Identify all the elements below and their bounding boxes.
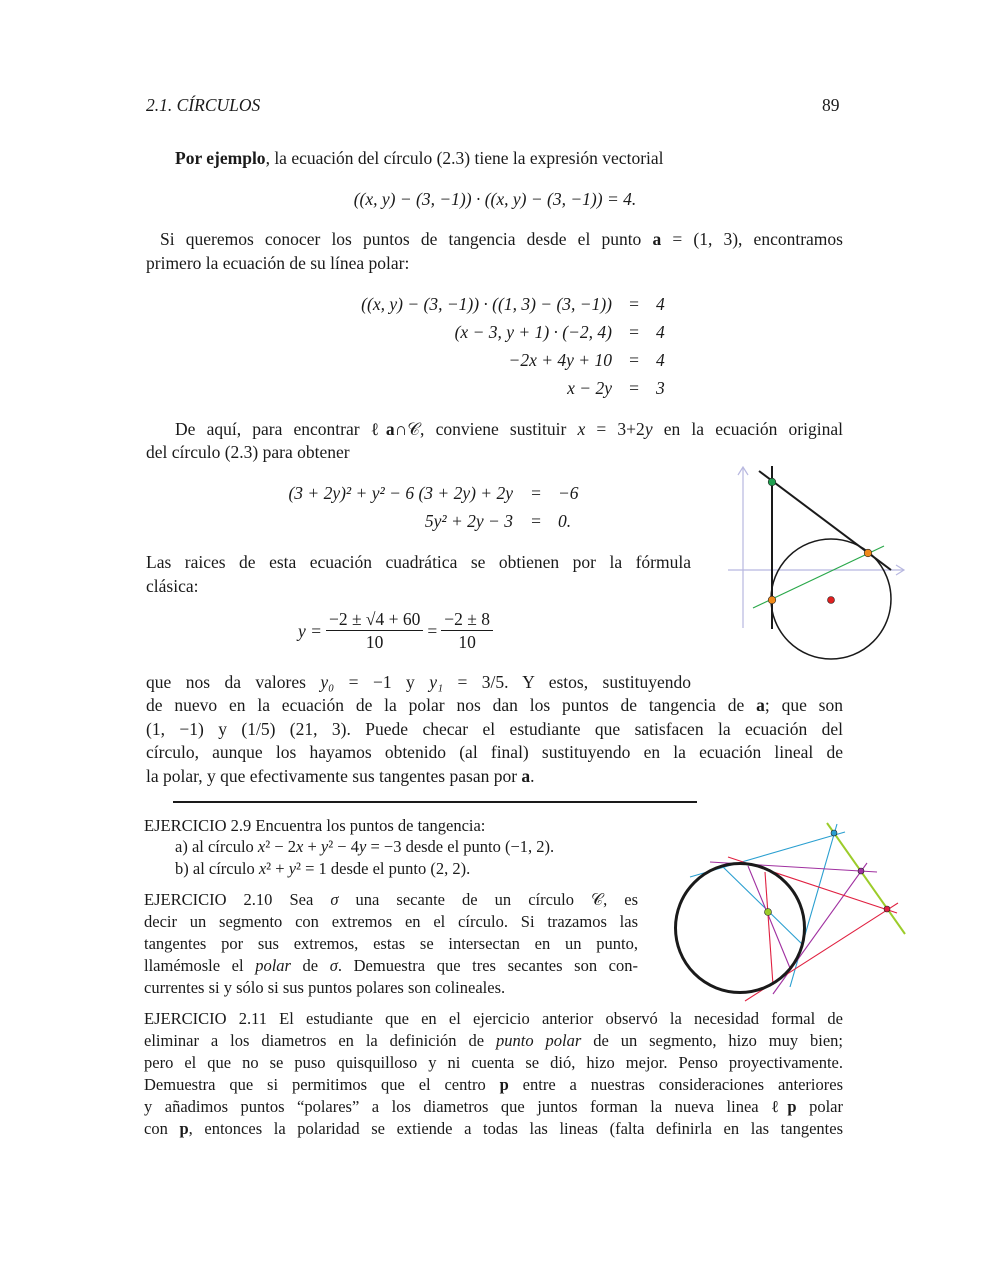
equation-lhs: (x − 3, y + 1) · (−2, 4) bbox=[454, 322, 612, 342]
text-segment: p bbox=[499, 1075, 509, 1094]
equation-lhs: −2x + 4y + 10 bbox=[508, 350, 612, 370]
fraction-1-denominator: 10 bbox=[365, 632, 384, 652]
text-segment: en la ecuación original bbox=[652, 419, 843, 439]
text-segment: círculo, aunque los hayamos obtenido (al final) sustituyendo en la ecuación lineal de bbox=[146, 742, 843, 762]
text-segment: a bbox=[385, 419, 395, 439]
text-segment: y bbox=[320, 837, 329, 856]
equation-rhs: 0. bbox=[558, 511, 572, 531]
text-segment: Si queremos conocer los puntos de tangencia desde el punto bbox=[160, 229, 653, 249]
text-segment: = 3+2 bbox=[585, 419, 645, 439]
equation-lhs: (3 + 2y)² + y² − 6 (3 + 2y) + 2y bbox=[288, 483, 513, 503]
text-segment: a bbox=[521, 766, 531, 786]
text-segment: σ bbox=[330, 890, 339, 909]
text-segment: x bbox=[258, 859, 267, 878]
text-segment: De aquí, para encontrar ℓ bbox=[175, 419, 386, 439]
equation-rhs: 4 bbox=[656, 350, 665, 370]
text-segment: , entonces la polaridad se extiende a todas las lineas (falta definirla en las tangentes bbox=[188, 1119, 843, 1138]
text-segment: EJERCICIO 2.10 Sea bbox=[144, 890, 331, 909]
text-segment: ∩𝒞, conviene sustituir bbox=[394, 419, 578, 439]
polar-point bbox=[884, 906, 890, 912]
text-segment: una secante de un círculo 𝒞, es bbox=[338, 890, 639, 909]
text-segment: que nos da valores bbox=[146, 672, 321, 692]
text-segment: x bbox=[257, 837, 266, 856]
polar-point bbox=[831, 830, 837, 836]
equation-rhs: −6 bbox=[558, 483, 579, 503]
text-segment: Por ejemplo bbox=[175, 148, 266, 168]
text-segment: . bbox=[530, 766, 535, 786]
quadratic-lhs: y = bbox=[298, 620, 322, 641]
text-segment: eliminar a los diametros en la definición de bbox=[144, 1031, 496, 1050]
text-segment: a bbox=[756, 695, 765, 715]
text-segment: polar bbox=[796, 1097, 843, 1116]
equation-relation: = bbox=[628, 350, 640, 370]
equation-relation: = bbox=[628, 378, 640, 398]
text-segment: = (1, 3), encontramos bbox=[661, 229, 843, 249]
text-segment: polar bbox=[255, 956, 291, 975]
text-segment: del círculo (2.3) para obtener bbox=[146, 442, 350, 462]
text-segment: ² + bbox=[266, 859, 289, 878]
text-segment: Las raices de esta ecuación cuadrática se obtienen por la fórmula bbox=[146, 552, 691, 572]
text-segment: y añadimos puntos “polares” a los diametros que juntos forman la nueva linea ℓ bbox=[144, 1097, 788, 1116]
text-segment: ² − 2 bbox=[265, 837, 297, 856]
text-segment: con bbox=[144, 1119, 180, 1138]
text-segment: a) al círculo bbox=[175, 837, 258, 856]
text-segment: (1, −1) y (1/5) (21, 3). Puede checar el estudiante que satisfacen la ecuación del bbox=[146, 719, 843, 739]
text-segment: de bbox=[290, 956, 330, 975]
equation-lhs: 5y² + 2y − 3 bbox=[424, 511, 513, 531]
text-segment: EJERCICIO 2.9 Encuentra los puntos de tangencia: bbox=[144, 816, 486, 835]
equation-lhs: ((x, y) − (3, −1)) · ((1, 3) − (3, −1)) bbox=[361, 294, 612, 314]
concurrent-secants-figure bbox=[676, 823, 906, 1001]
text-segment: σ bbox=[329, 956, 338, 975]
equation-rhs: 3 bbox=[656, 378, 665, 398]
polar-collinear-line bbox=[827, 823, 905, 934]
text-segment: y₁ bbox=[429, 672, 444, 692]
text-segment: entre a nuestras consideraciones anteriores bbox=[508, 1075, 844, 1094]
text-segment: y bbox=[288, 859, 297, 878]
running-header-section: 2.1. CÍRCULOS bbox=[146, 95, 261, 115]
text-segment: , la ecuación del círculo (2.3) tiene la expresión vectorial bbox=[265, 148, 664, 168]
page-number: 89 bbox=[822, 95, 840, 115]
equation-rhs: 4 bbox=[656, 322, 665, 342]
polar-point bbox=[858, 868, 864, 874]
text-segment: a bbox=[652, 229, 662, 249]
fraction-1-numerator: −2 ± √4 + 60 bbox=[326, 608, 423, 631]
text-segment: y bbox=[359, 837, 367, 856]
text-segment: EJERCICIO 2.11 El estudiante que en el ejercicio anterior observó la necesidad formal de bbox=[144, 1009, 843, 1028]
polar-tangent-figure bbox=[728, 466, 904, 659]
equation-relation: = bbox=[628, 294, 640, 314]
text-segment: . Demuestra que tres secantes son con- bbox=[337, 956, 638, 975]
vector-equation: ((x, y) − (3, −1)) · ((x, y) − (3, −1)) = 4. bbox=[353, 189, 637, 209]
equation-relation: = bbox=[530, 483, 542, 503]
text-segment: pero el que no se puso quisquilloso y ni cuenta se dió, hizo mejor. Penso proyectivamente. bbox=[144, 1053, 843, 1072]
text-segment: = 3/5. Y estos, sustituyendo bbox=[443, 672, 691, 692]
text-segment: de nuevo en la ecuación de la polar nos dan los puntos de tangencia de bbox=[146, 695, 757, 715]
equals-sign: = bbox=[427, 620, 438, 641]
equation-rhs: 4 bbox=[656, 294, 665, 314]
text-segment: llamémosle el bbox=[144, 956, 256, 975]
fraction-2-denominator: 10 bbox=[458, 632, 476, 652]
equation-lhs: x − 2y bbox=[567, 378, 612, 398]
point-a bbox=[768, 478, 776, 486]
text-segment: p bbox=[787, 1097, 797, 1116]
text-segment: punto polar bbox=[496, 1031, 582, 1050]
text-segment: + bbox=[303, 837, 321, 856]
text-segment: clásica: bbox=[146, 576, 199, 596]
text-segment: x bbox=[296, 837, 304, 856]
text-segment: ² = 1 desde el punto (2, 2). bbox=[296, 859, 471, 878]
circle-center bbox=[828, 597, 835, 604]
text-segment: ; que son bbox=[764, 695, 843, 715]
coordinate-axes bbox=[728, 467, 904, 628]
text-segment: p bbox=[179, 1119, 189, 1138]
text-segment: x bbox=[577, 419, 586, 439]
text-segment: y bbox=[644, 419, 653, 439]
text-segment: Demuestra que si permitimos que el centro bbox=[144, 1075, 500, 1094]
text-segment: decir un segmento con extremos en el círculo. Si trazamos las bbox=[144, 912, 638, 931]
equation-relation: = bbox=[628, 322, 640, 342]
equation-relation: = bbox=[530, 511, 542, 531]
text-segment: y₀ bbox=[320, 672, 335, 692]
text-segment: primero la ecuación de su línea polar: bbox=[146, 253, 410, 273]
tangent-point bbox=[864, 549, 872, 557]
text-segment: tangentes por sus extremos, estas se intersectan en un punto, bbox=[144, 934, 638, 953]
text-segment: currentes si y sólo si sus puntos polares son colineales. bbox=[144, 978, 506, 997]
text-segment: = −1 y bbox=[334, 672, 430, 692]
text-segment: de un segmento, hizo muy bien; bbox=[581, 1031, 844, 1050]
tangent-point bbox=[768, 596, 776, 604]
concurrency-point bbox=[765, 909, 772, 916]
text-segment: = −3 desde el punto (−1, 2). bbox=[366, 837, 555, 856]
text-segment: la polar, y que efectivamente sus tangentes pasan por bbox=[146, 766, 522, 786]
text-segment: ² − 4 bbox=[328, 837, 359, 856]
fraction-2-numerator: −2 ± 8 bbox=[441, 608, 493, 631]
text-segment: b) al círculo bbox=[175, 859, 259, 878]
